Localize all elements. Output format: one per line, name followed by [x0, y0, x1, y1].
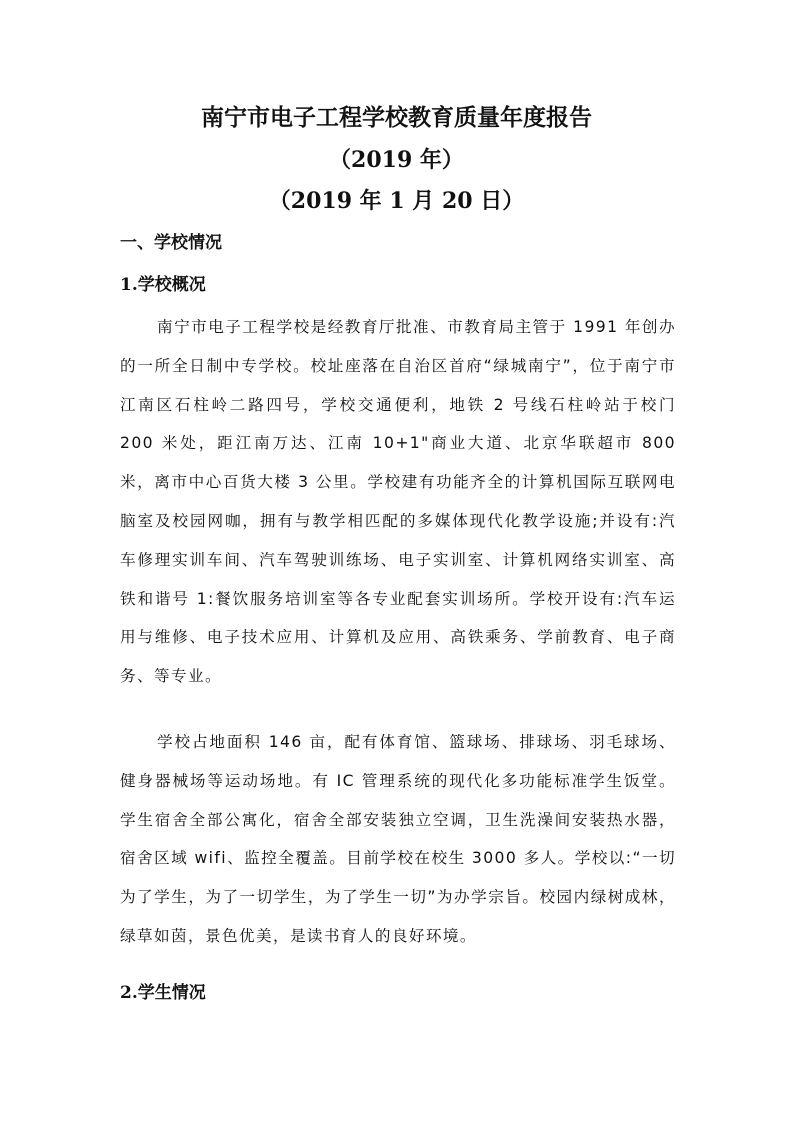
paragraph-campus-facilities: 学校占地面积 146 亩，配有体育馆、篮球场、排球场、羽毛球场、健身器械场等运动场地。有 IC 管理系统的现代化多功能标准学生饭堂。学生宿舍全部公寓化，宿舍全部安装独立空调，卫生洗澡间安装热水器，宿舍区域 wifi、监控全覆盖。目前学校在校生 3000 多人。学校以:“一切为了学生，为了一切学生，为了学生一切”为办学宗旨。校园内绿树成林，绿草如茵，景色优美，是读书育人的良好环境。 [120, 733, 676, 945]
subsection-heading-school-overview: 1.学校概况 [120, 275, 206, 295]
report-year: （2019 年） [329, 147, 464, 173]
paragraph-school-overview: 南宁市电子工程学校是经教育厅批准、市教育局主管于 1991 年创办的一所全日制中专学校。校址座落在自治区首府“绿城南宁”，位于南宁市江南区石柱岭二路四号，学校交通便利，地铁 2 号线石柱岭站于校门 200 米处，距江南万达、江南 10+1"商业大道、北京华联超市 800 米，离市中心百货大楼 3 公里。学校建有功能齐全的计算机国际互联网电脑室及校园网咖，拥有与教学相匹配的多媒体现代化教学设施;并设有:汽车修理实训车间、汽车驾驶训练场、电子实训室、计算机网络实训室、高铁和谐号 1:餐饮服务培训室等各专业配套实训场所。学校开设有:汽车运用与维修、电子技术应用、计算机及应用、高铁乘务、学前教育、电子商务、等专业。 [120, 318, 676, 686]
subsection-heading-student-situation: 2.学生情况 [120, 983, 206, 1003]
report-title: 南宁市电子工程学校教育质量年度报告 [201, 104, 592, 131]
report-date: （2019 年 1 月 20 日） [268, 188, 525, 214]
section-heading-school-situation: 一、学校情况 [120, 233, 222, 253]
